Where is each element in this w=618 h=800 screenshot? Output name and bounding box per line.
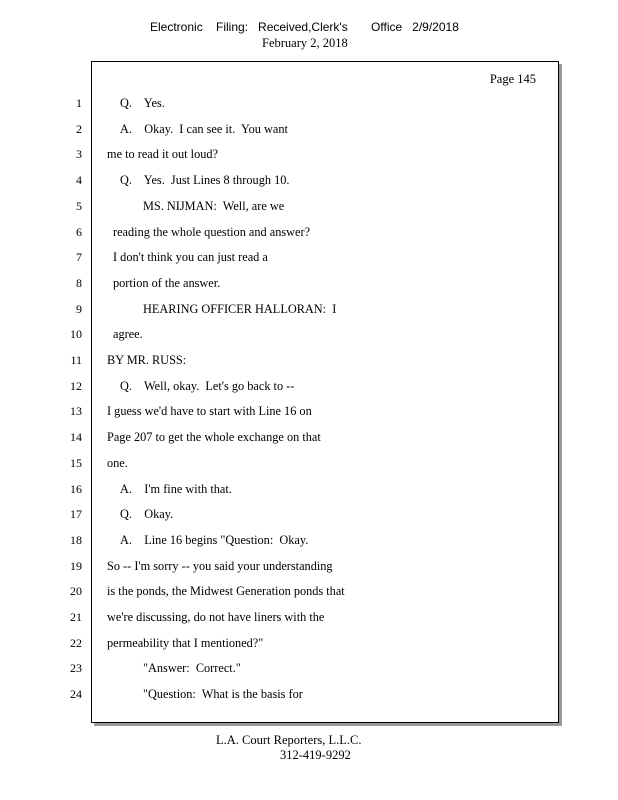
line-number: 20 [70,584,82,599]
filing-date: February 2, 2018 [262,36,348,50]
transcript-line: Q. Yes. Just Lines 8 through 10. [120,173,290,188]
reporter-name: L.A. Court Reporters, L.L.C. [216,733,362,747]
transcript-line: "Question: What is the basis for [143,687,303,702]
line-number: 18 [70,532,82,547]
line-number: 10 [70,327,82,342]
transcript-line: Q. Well, okay. Let's go back to -- [120,378,295,393]
line-number: 19 [70,558,82,573]
transcript-line: portion of the answer. [113,275,221,290]
line-number: 11 [70,353,82,367]
transcript-line: I don't think you can just read a [113,250,268,265]
line-number: 21 [70,610,82,624]
transcript-line: So -- I'm sorry -- you said your understanding [107,558,333,573]
line-number: 3 [76,147,82,162]
reporter-phone: 312-419-9292 [280,748,351,762]
line-number: 12 [70,378,82,393]
transcript-line: MS. NIJMAN: Well, are we [143,198,285,213]
transcript-line: one. [107,455,128,470]
line-number: 14 [70,430,82,445]
transcript-line: me to read it out loud? [107,147,218,162]
line-number: 13 [70,404,82,419]
line-number: 8 [76,275,82,290]
page-number: Page 145 [489,72,536,86]
transcript-line: Q. Okay. [120,507,174,522]
line-number: 7 [76,250,82,265]
transcript-line: agree. [113,327,143,342]
line-number: 17 [70,507,82,522]
line-number: 5 [76,198,82,213]
line-number: 23 [70,661,82,676]
line-number: 15 [70,455,82,470]
transcript-line: permeability that I mentioned?" [107,635,264,650]
line-number: 6 [76,224,82,239]
transcript-line: is the ponds, the Midwest Generation ponds that [107,584,345,599]
transcript-line: reading the whole question and answer? [113,224,311,239]
transcript-line: A. Line 16 begins "Question: Okay. [120,532,309,547]
transcript-line: BY MR. RUSS: [107,353,187,367]
line-number: 4 [76,173,82,188]
transcript-line: Page 207 to get the whole exchange on that [107,430,321,445]
line-number: 9 [76,301,82,316]
transcript-line: A. Okay. I can see it. You want [120,121,288,136]
line-number: 24 [70,687,82,702]
transcript-line: A. I'm fine with that. [120,481,232,496]
transcript-line: Q. Yes. [120,96,165,110]
transcript-line: we're discussing, do not have liners with the [107,610,325,624]
line-number: 2 [76,121,82,136]
transcript-line: I guess we'd have to start with Line 16 on [107,404,312,419]
transcript-line: "Answer: Correct." [143,661,241,676]
line-number: 1 [76,96,82,110]
line-number: 16 [70,481,82,496]
filing-stamp: Electronic Filing: Received,Clerk's Office 2/9/2018 [150,20,459,34]
transcript-line: HEARING OFFICER HALLORAN: I [143,301,337,316]
line-number: 22 [70,635,82,650]
